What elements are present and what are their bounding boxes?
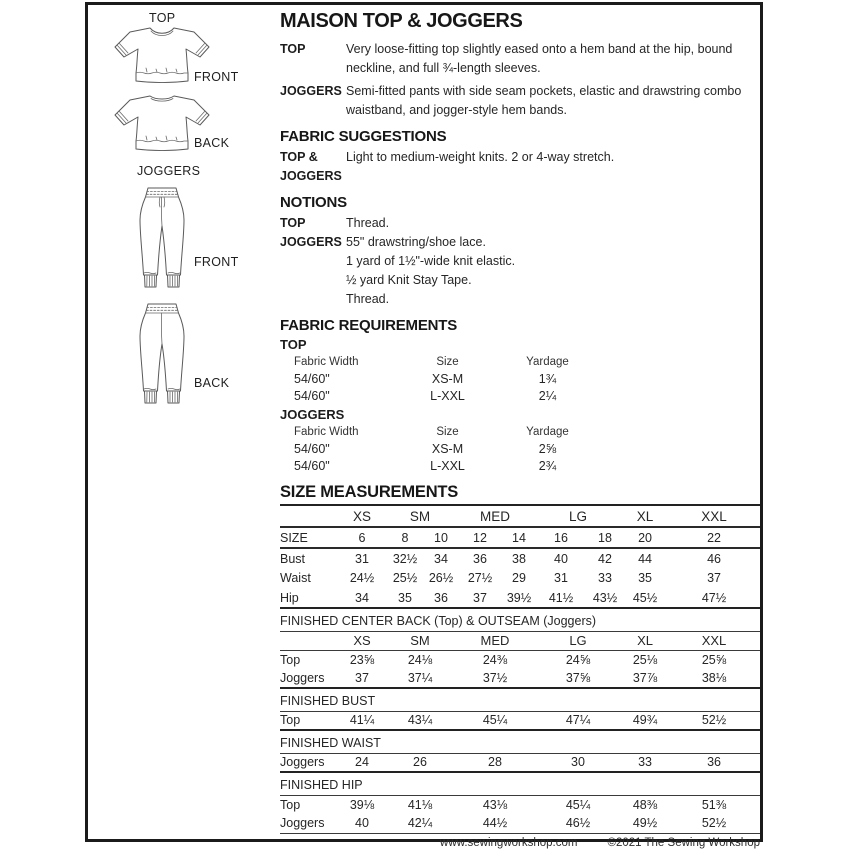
fabric-width-table-top bbox=[280, 353, 605, 404]
measurement-cell: 44½ bbox=[456, 814, 534, 833]
size-cell: 22 bbox=[668, 527, 760, 548]
yardage-value: 2⅝ bbox=[538, 441, 557, 456]
notions-line: 1 yard of 1½"-wide knit elastic. bbox=[346, 254, 516, 268]
measurement-cell: 43¼ bbox=[384, 711, 456, 730]
size-cell: 6 bbox=[340, 527, 384, 548]
measurement-cell: 40 bbox=[340, 814, 384, 833]
measurement-cell: 33 bbox=[598, 571, 612, 585]
finished-center-back-title-row bbox=[280, 608, 760, 631]
measurement-cell: 38⅛ bbox=[668, 669, 760, 688]
measurement-cell: 29 bbox=[512, 571, 526, 585]
page-title: MAISON TOP & JOGGERS bbox=[280, 10, 523, 32]
measurement-cell: 32½ bbox=[392, 551, 418, 566]
fabric-requirements-heading: FABRIC REQUIREMENTS bbox=[280, 317, 458, 334]
notions-joggers-label: JOGGERS bbox=[280, 235, 342, 249]
joggers-description-text: Semi-fitted pants with side seam pockets, elastic and drawstring combo waistband, and jogger-style hem bands. bbox=[346, 84, 742, 117]
notions-line: 55" drawstring/shoe lace. bbox=[346, 235, 486, 249]
section-title: FINISHED CENTER BACK (Top) & OUTSEAM (Joggers) bbox=[280, 608, 760, 631]
yardage-value: 2¼ bbox=[538, 388, 557, 403]
measurement-cell: 35 bbox=[638, 571, 652, 585]
header-xxl: XXL bbox=[668, 631, 760, 650]
yardage-value: 2¾ bbox=[538, 458, 557, 473]
row-label: Top bbox=[280, 711, 340, 730]
fabric-requirements-joggers-subheading: JOGGERS bbox=[280, 407, 345, 422]
measurement-cell: 37 bbox=[340, 669, 384, 688]
col-size: Size bbox=[436, 355, 459, 368]
finished-hip-joggers-row bbox=[280, 814, 760, 833]
joggers-front-illustration bbox=[134, 185, 190, 299]
size-value: XS-M bbox=[431, 441, 464, 456]
empty-cell bbox=[280, 631, 340, 650]
measurement-cell: 30 bbox=[534, 753, 622, 772]
size-cell: 14 bbox=[504, 527, 534, 548]
measurement-cell: 24⅜ bbox=[482, 652, 508, 667]
finished-bust-top-row bbox=[280, 711, 760, 730]
notions-line: ½ yard Knit Stay Tape. bbox=[346, 273, 472, 287]
finished-hip-top-row bbox=[280, 795, 760, 814]
illustrations-panel bbox=[88, 5, 278, 839]
notions-line: Thread. bbox=[346, 292, 390, 306]
measurement-cell: 51⅜ bbox=[701, 797, 727, 812]
hip-row bbox=[280, 588, 760, 608]
notions-heading: NOTIONS bbox=[280, 194, 347, 211]
size-value: XS-M bbox=[431, 371, 464, 386]
measurement-cell: 43⅛ bbox=[482, 797, 508, 812]
row-label: Joggers bbox=[280, 814, 340, 833]
fabric-suggestions-heading: FABRIC SUGGESTIONS bbox=[280, 128, 447, 145]
measurement-cell: 41¼ bbox=[340, 711, 384, 730]
group-header-sm: SM bbox=[384, 506, 456, 527]
fabric-width-value: 54/60" bbox=[294, 388, 330, 403]
header-med: MED bbox=[456, 631, 534, 650]
measurement-cell: 24½ bbox=[349, 571, 375, 585]
header-xs: XS bbox=[340, 631, 384, 650]
top-description-row bbox=[280, 40, 760, 78]
top-description-text: Very loose-fitting top slightly eased onto a hem band at the hip, bound neckline, and full ¾-length sleeves. bbox=[346, 42, 733, 75]
fabric-suggestions-row bbox=[280, 148, 760, 186]
measurement-cell: 46 bbox=[707, 551, 721, 566]
yardage-value: 1¾ bbox=[538, 371, 557, 386]
measurement-cell: 41½ bbox=[534, 588, 588, 608]
measurement-cell: 37⅝ bbox=[534, 669, 622, 688]
row-label: Joggers bbox=[280, 753, 340, 772]
table-row bbox=[280, 457, 605, 474]
top-front-label: FRONT bbox=[194, 70, 239, 84]
measurement-cell: 37¼ bbox=[384, 669, 456, 688]
measurement-cell: 26½ bbox=[428, 571, 454, 585]
page-footer bbox=[280, 834, 760, 849]
joggers-back-label: BACK bbox=[194, 376, 230, 390]
measurement-cell: 45½ bbox=[622, 588, 668, 608]
measurement-cell: 52½ bbox=[668, 711, 760, 730]
measurement-cell: 37 bbox=[707, 571, 721, 585]
joggers-front-label: FRONT bbox=[194, 255, 239, 269]
finished-center-back-header-row bbox=[280, 631, 760, 650]
measurement-cell: 25⅛ bbox=[632, 652, 658, 667]
waist-row bbox=[280, 568, 760, 588]
measurement-cell: 49¾ bbox=[622, 711, 668, 730]
size-cell: 18 bbox=[588, 527, 622, 548]
section-title: FINISHED HIP bbox=[280, 772, 760, 795]
top-back-label: BACK bbox=[194, 136, 230, 150]
measurement-cell: 34 bbox=[434, 551, 448, 566]
fabric-width-value: 54/60" bbox=[294, 458, 330, 473]
measurement-cell: 28 bbox=[456, 753, 534, 772]
fabric-requirements-top-subheading: TOP bbox=[280, 337, 307, 352]
col-fabric-width: Fabric Width bbox=[294, 355, 359, 368]
measurement-cell: 37 bbox=[456, 588, 504, 608]
measurement-cell: 24 bbox=[340, 753, 384, 772]
measurement-cell: 25½ bbox=[392, 571, 418, 585]
measurement-cell: 45¼ bbox=[565, 797, 591, 812]
measurement-cell: 43½ bbox=[588, 588, 622, 608]
content-panel bbox=[280, 5, 760, 849]
notions-joggers-row bbox=[280, 233, 760, 309]
measurement-cell: 36 bbox=[668, 753, 760, 772]
notions-top-text: Thread. bbox=[346, 216, 390, 230]
size-value: L-XXL bbox=[430, 458, 465, 473]
notions-joggers-lines bbox=[346, 233, 748, 309]
fabric-suggestions-label-line2: JOGGERS bbox=[280, 169, 342, 183]
joggers-illustration-label: JOGGERS bbox=[137, 164, 201, 178]
fabric-suggestions-text: Light to medium-weight knits. 2 or 4-way stretch. bbox=[346, 150, 615, 164]
measurement-cell: 38 bbox=[512, 551, 526, 566]
finished-center-back-joggers-row bbox=[280, 669, 760, 688]
measurement-cell: 46½ bbox=[534, 814, 622, 833]
header-sm: SM bbox=[384, 631, 456, 650]
measurement-cell: 47½ bbox=[668, 588, 760, 608]
table-row bbox=[280, 370, 605, 387]
measurement-cell: 24⅛ bbox=[407, 652, 433, 667]
finished-waist-title-row bbox=[280, 730, 760, 753]
measurement-cell: 36 bbox=[473, 551, 487, 566]
measurement-cell: 49½ bbox=[622, 814, 668, 833]
measurement-cell: 37½ bbox=[456, 669, 534, 688]
table-row bbox=[280, 387, 605, 404]
notions-top-label: TOP bbox=[280, 216, 306, 230]
size-number-row bbox=[280, 527, 760, 548]
measurement-cell: 35 bbox=[384, 588, 426, 608]
header-lg: LG bbox=[534, 631, 622, 650]
group-header-xs: XS bbox=[340, 506, 384, 527]
size-cell: 10 bbox=[426, 527, 456, 548]
measurement-cell: 42¼ bbox=[384, 814, 456, 833]
joggers-back-illustration bbox=[134, 301, 190, 415]
measurement-cell: 26 bbox=[384, 753, 456, 772]
header-xl: XL bbox=[622, 631, 668, 650]
row-label: Bust bbox=[280, 551, 306, 566]
website-url: www.sewingworkshop.com bbox=[440, 836, 578, 849]
measurement-cell: 45¼ bbox=[456, 711, 534, 730]
finished-waist-joggers-row bbox=[280, 753, 760, 772]
finished-center-back-top-row bbox=[280, 650, 760, 669]
row-label: Joggers bbox=[280, 669, 340, 688]
table-header-row bbox=[280, 423, 605, 440]
measurement-cell: 42 bbox=[598, 551, 612, 566]
size-measurements-heading: SIZE MEASUREMENTS bbox=[280, 483, 760, 506]
measurement-cell: 33 bbox=[622, 753, 668, 772]
fabric-width-value: 54/60" bbox=[294, 371, 330, 386]
finished-hip-title-row bbox=[280, 772, 760, 795]
measurement-cell: 44 bbox=[638, 551, 652, 566]
measurement-cell: 31 bbox=[554, 571, 568, 585]
measurement-cell: 31 bbox=[355, 551, 369, 566]
measurement-cell: 41⅛ bbox=[407, 797, 433, 812]
copyright-text: ©2021 The Sewing Workshop bbox=[607, 836, 760, 849]
row-label: Hip bbox=[280, 588, 340, 608]
size-group-header-row bbox=[280, 506, 760, 527]
measurement-cell: 40 bbox=[554, 551, 568, 566]
measurement-cell: 25⅝ bbox=[701, 652, 727, 667]
measurement-cell: 27½ bbox=[467, 571, 493, 585]
fabric-width-table-joggers bbox=[280, 423, 605, 474]
size-value: L-XXL bbox=[430, 388, 465, 403]
col-fabric-width: Fabric Width bbox=[294, 425, 359, 438]
row-label: Top bbox=[280, 797, 301, 812]
group-header-med: MED bbox=[456, 506, 534, 527]
size-measurements-table bbox=[280, 506, 760, 834]
measurement-cell: 23⅝ bbox=[349, 652, 375, 667]
pattern-sheet-frame bbox=[85, 2, 763, 849]
col-yardage: Yardage bbox=[526, 355, 569, 368]
col-size: Size bbox=[436, 425, 459, 438]
row-label: Top bbox=[280, 652, 301, 667]
fabric-width-value: 54/60" bbox=[294, 441, 330, 456]
section-title: FINISHED BUST bbox=[280, 688, 760, 711]
measurement-cell: 34 bbox=[340, 588, 384, 608]
size-cell: 16 bbox=[534, 527, 588, 548]
col-yardage: Yardage bbox=[526, 425, 569, 438]
empty-cell bbox=[280, 506, 340, 527]
fabric-suggestions-label bbox=[280, 148, 346, 186]
measurement-cell: 52½ bbox=[668, 814, 760, 833]
size-cell: 20 bbox=[622, 527, 668, 548]
measurement-cell: 39½ bbox=[504, 588, 534, 608]
section-title: FINISHED WAIST bbox=[280, 730, 760, 753]
finished-bust-title-row bbox=[280, 688, 760, 711]
bust-row bbox=[280, 548, 760, 568]
row-label: Waist bbox=[280, 571, 311, 585]
fabric-suggestions-label-line1: TOP & bbox=[280, 150, 318, 164]
row-label: SIZE bbox=[280, 527, 340, 548]
table-row bbox=[280, 440, 605, 457]
top-description-label: TOP bbox=[280, 42, 306, 56]
top-illustration-label: TOP bbox=[149, 11, 176, 25]
size-cell: 8 bbox=[384, 527, 426, 548]
measurement-cell: 47¼ bbox=[534, 711, 622, 730]
size-cell: 12 bbox=[456, 527, 504, 548]
measurement-cell: 36 bbox=[426, 588, 456, 608]
group-header-lg: LG bbox=[534, 506, 622, 527]
group-header-xl: XL bbox=[622, 506, 668, 527]
table-header-row bbox=[280, 353, 605, 370]
measurement-cell: 24⅝ bbox=[565, 652, 591, 667]
measurement-cell: 39⅛ bbox=[349, 797, 375, 812]
joggers-description-row bbox=[280, 82, 760, 120]
notions-top-row bbox=[280, 214, 760, 233]
measurement-cell: 48⅜ bbox=[632, 797, 658, 812]
group-header-xxl: XXL bbox=[668, 506, 760, 527]
measurement-cell: 37⅞ bbox=[622, 669, 668, 688]
joggers-description-label: JOGGERS bbox=[280, 84, 342, 98]
